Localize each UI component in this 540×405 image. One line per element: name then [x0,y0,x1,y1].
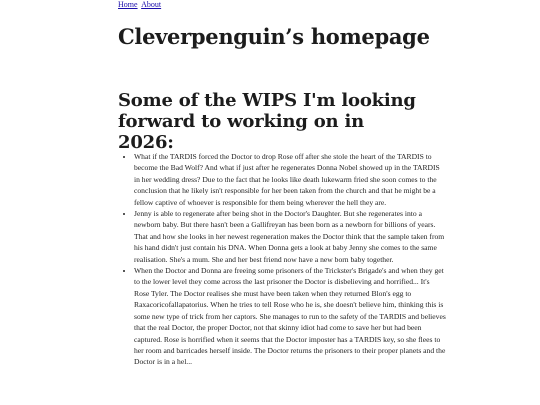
list-item: • What if the TARDIS forced the Doctor to drop Rose off after she stole the heart of the TARDIS to become the Bad Wolf? And what if just after he regenerates Donna Nobel showed up in the TARDIS in her wedding dress? Due to the fact that he looks like death lukewarm fried she soon comes to the conclusion that he likely isn't responsible for her been taken from the church and that he might be a fellow captive of whoever is responsible for them being wherever the hell they are. [134,151,446,208]
list-item: • Jenny is able to regenerate after being shot in the Doctor's Daughter. But she regenerates into a newborn baby. But there hasn't been a Gallifreyan has been born as a newborn for billions of years. That and how she looks in her newest regeneration makes the Doctor think that the sample taken from his hand didn't just contain his DNA. When Donna gets a look at baby Jenny she comes to the same realisation. She's a mum. She and her best friend now have a new born baby together. [134,208,446,265]
list-item: • When the Doctor and Donna are freeing some prisoners of the Trickster's Brigade's and when they get to the lower level they come across the last prisoner the Doctor is disbelieving and horrified... It's Rose Tyler. The Doctor realises she must have been taken when they returned Blon's egg to Raxacoricofallapatorius. When he tries to tell Rose who he is, she doesn't believe him, thinking this is some new type of trick from her captors. She manages to run to the safety of the TARDIS and believes that the real Doctor, the proper Doctor, not that skinny idiot had come to save her but had been captured. Rose is horrified when it seems that the Doctor imposter has a TARDIS key, so she flees to her room and barricades herself inside. The Doctor returns the prisoners to their proper planets and the Doctor is in a hel... [134,265,446,368]
page-title: Cleverpenguin’s homepage [118,24,430,49]
wip-list [118,151,446,368]
nav-link-home[interactable]: Home [118,0,138,9]
section-heading: Some of the WIPS I'm looking forward to working on in 2026: [118,90,416,153]
nav-link-about[interactable]: About [141,0,162,9]
top-nav [118,0,163,10]
